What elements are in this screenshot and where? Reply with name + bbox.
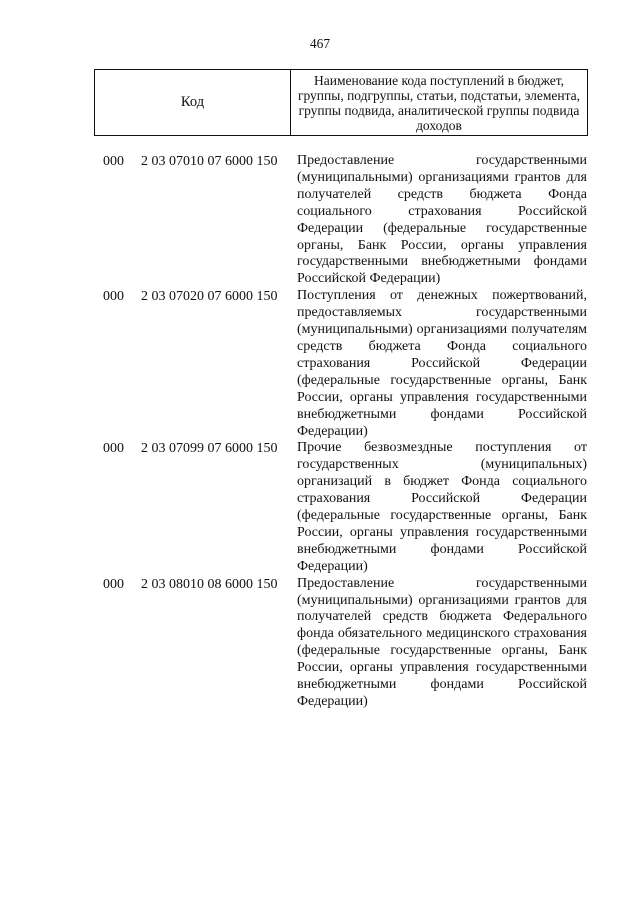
admin-code: 000 bbox=[103, 289, 124, 305]
admin-code: 000 bbox=[103, 441, 124, 457]
income-description: Поступления от денежных пожертвований, предоставляемых государственными (муниципальными) организациями получателям средств бюджета Фонда социального страхования Российской Федерации (федеральные государственные органы, Банк России, органы управления государственными внебюджетными фондами Российской Федерации) bbox=[297, 288, 587, 439]
table-header bbox=[94, 69, 588, 136]
table-row bbox=[0, 153, 640, 288]
table-body bbox=[0, 153, 640, 711]
budget-code: 2 03 07020 07 6000 150 bbox=[141, 289, 278, 305]
income-description: Предоставление государственными (муниципальными) организациями грантов для получателей средств бюджета Федерального фонда обязательного медицинского страхования (федеральные государственные органы, Банк России, органы управления государственными внебюджетными фондами Российской Федерации) bbox=[297, 575, 587, 709]
budget-code: 2 03 07010 07 6000 150 bbox=[141, 154, 278, 169]
admin-code: 000 bbox=[103, 576, 124, 592]
table-row bbox=[0, 288, 640, 440]
budget-code: 2 03 08010 08 6000 150 bbox=[141, 576, 278, 592]
header-code-cell: Код bbox=[95, 70, 291, 135]
table-row bbox=[0, 440, 640, 575]
header-name-cell: Наименование кода поступлений в бюджет, группы, подгруппы, статьи, подстатьи, элемента, группы подвида, аналитической группы подвида доходов bbox=[297, 72, 581, 133]
budget-code: 2 03 07099 07 6000 150 bbox=[141, 441, 278, 457]
admin-code: 000 bbox=[103, 154, 124, 169]
page-number: 467 bbox=[309, 36, 331, 51]
table-row bbox=[0, 576, 640, 711]
income-description: Прочие безвозмездные поступления от государственных (муниципальных) организаций в бюджет Фонда социального страхования Российской Федерации (федеральные государственные органы, Банк России, органы управления государственными внебюджетными фондами Российской Федерации) bbox=[297, 440, 587, 574]
income-description: Предоставление государственными (муниципальными) организациями грантов для получателей средств бюджета Фонда социального страхования Российской Федерации (федеральные государственные органы, Банк России, органы управления государственными внебюджетными фондами Российской Федерации) bbox=[297, 153, 587, 287]
